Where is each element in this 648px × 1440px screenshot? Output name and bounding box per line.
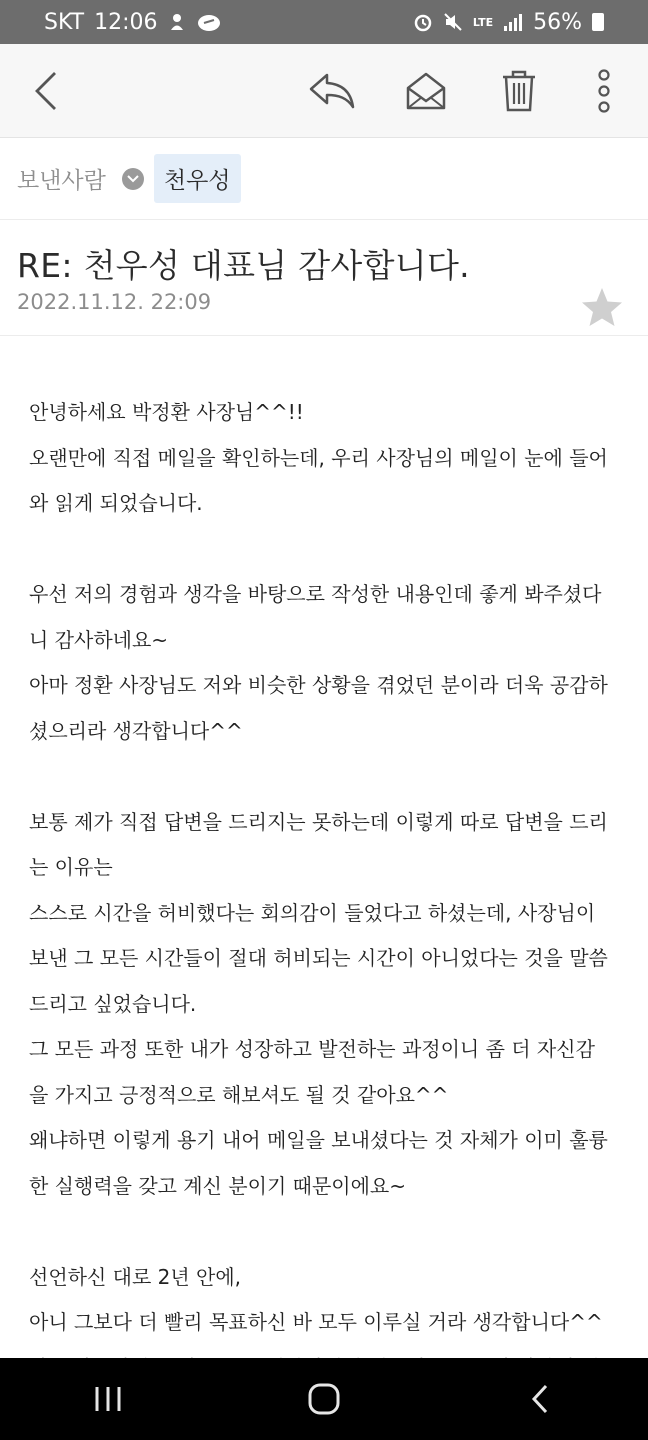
body-line: 니 감사하네요~ — [29, 627, 169, 652]
mute-icon — [443, 12, 463, 32]
body-line: 셨으리라 생각합니다^^ — [29, 718, 243, 743]
sender-chip[interactable]: 천우성 — [154, 154, 241, 203]
recents-icon[interactable] — [68, 1358, 148, 1440]
cloud-icon — [196, 12, 222, 32]
battery-icon — [592, 13, 604, 31]
carrier-label: SKT — [44, 9, 85, 35]
sender-label: 보낸사람 — [17, 168, 106, 194]
body-line: 와 읽게 되었습니다. — [29, 491, 203, 515]
trash-icon[interactable] — [494, 44, 544, 138]
sender-row — [0, 138, 648, 220]
body-line: 그 모든 과정 또한 내가 성장하고 발전하는 과정이니 좀 더 자신감 — [29, 1037, 595, 1061]
subject-block — [0, 220, 648, 336]
status-right — [413, 10, 604, 35]
body-line: 선언하신 대로 2년 안에, — [29, 1264, 242, 1289]
signal-icon — [503, 13, 523, 31]
alarm-icon — [413, 12, 433, 32]
body-line: 한 실행력을 갖고 계신 분이기 때문이에요~ — [29, 1173, 406, 1198]
body-line: 을 가지고 긍정적으로 해보셔도 될 것 같아요^^ — [29, 1082, 449, 1107]
body-line: 안녕하세요 박정환 사장님^^!! — [29, 400, 304, 424]
body-line — [29, 527, 629, 573]
battery-percent: 56% — [533, 9, 582, 35]
email-body — [29, 390, 629, 1391]
email-date: 2022.11.12. 22:09 — [17, 290, 212, 314]
back-nav-icon[interactable] — [500, 1358, 580, 1440]
chevron-down-icon[interactable] — [122, 168, 144, 190]
body-line: 드리고 싶었습니다. — [29, 991, 197, 1016]
body-line: 아마 정환 사장님도 저와 비슷한 상황을 겪었던 분이라 더욱 공감하 — [29, 673, 608, 697]
body-line: 왜냐하면 이렇게 용기 내어 메일을 보내셨다는 것 자체가 이미 훌륭 — [29, 1128, 608, 1152]
reply-icon[interactable] — [300, 44, 364, 138]
body-line: 보낸 그 모든 시간들이 절대 허비되는 시간이 아니었다는 것을 말씀 — [29, 946, 608, 970]
body-line: 는 이유는 — [29, 855, 113, 879]
back-icon[interactable] — [20, 44, 70, 138]
status-bar — [0, 0, 648, 44]
body-line: 아니 그보다 더 빨리 목표하신 바 모두 이루실 거라 생각합니다^^ — [29, 1310, 603, 1334]
body-line — [29, 754, 629, 800]
body-line: 우선 저의 경험과 생각을 바탕으로 작성한 내용인데 좋게 봐주셨다 — [29, 582, 602, 606]
system-nav-bar — [0, 1358, 648, 1440]
open-envelope-icon[interactable] — [398, 44, 454, 138]
status-left — [44, 10, 222, 35]
email-subject: RE: 천우성 대표님 감사합니다. — [17, 246, 470, 285]
more-vertical-icon[interactable] — [584, 44, 624, 138]
notification-icon — [168, 12, 186, 32]
mail-toolbar — [0, 44, 648, 138]
network-label: LTE — [472, 15, 494, 29]
body-line: 스스로 시간을 허비했다는 회의감이 들었다고 하셨는데, 사장님이 — [29, 900, 596, 925]
body-line — [29, 1209, 629, 1255]
body-line: 보통 제가 직접 답변을 드리지는 못하는데 이렇게 따로 답변을 드리 — [29, 809, 608, 834]
time-label: 12:06 — [94, 9, 158, 35]
star-icon[interactable] — [580, 286, 624, 332]
home-icon[interactable] — [284, 1358, 364, 1440]
body-line: 오랜만에 직접 메일을 확인하는데, 우리 사장님의 메일이 눈에 들어 — [29, 445, 608, 470]
